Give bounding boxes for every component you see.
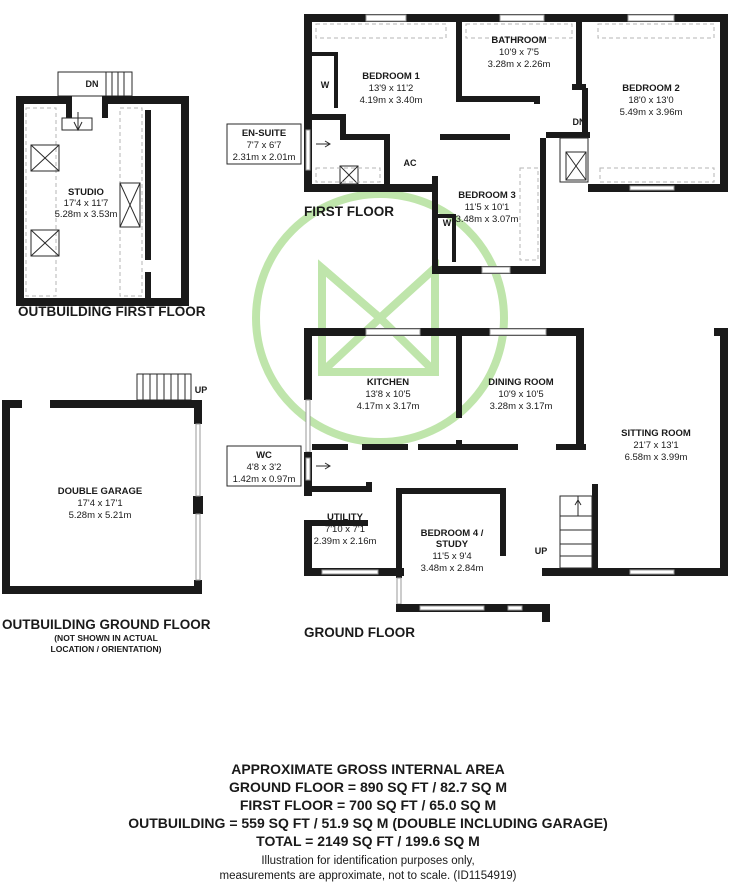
bedroom4-imperial: 11'5 x 9'4 [432, 551, 472, 562]
utility-name: UTILITY [327, 512, 363, 523]
outbuilding-ground-note-1: (NOT SHOWN IN ACTUAL [54, 633, 158, 643]
bedroom4-metric: 3.48m x 2.84m [420, 563, 484, 574]
outbuilding-ground-floor-caption: OUTBUILDING GROUND FLOOR [2, 617, 211, 632]
bedroom1-metric: 4.19m x 3.40m [359, 95, 423, 106]
garage-imperial: 17'4 x 17'1 [77, 498, 123, 509]
ensuite-imperial: 7'7 x 6'7 [246, 140, 282, 151]
bedroom2-name: BEDROOM 2 [622, 83, 680, 94]
disclaimer-line-2: measurements are approximate, not to scale. (ID1154919) [219, 870, 517, 882]
area-ground: GROUND FLOOR = 890 SQ FT / 82.7 SQ M [228, 779, 508, 795]
area-heading: APPROXIMATE GROSS INTERNAL AREA [231, 761, 505, 777]
garage-metric: 5.28m x 5.21m [68, 510, 132, 521]
dining-metric: 3.28m x 3.17m [489, 401, 553, 412]
airing-cupboard-label: AC [403, 158, 417, 168]
bathroom-metric: 3.28m x 2.26m [487, 59, 551, 70]
first-floor-caption: FIRST FLOOR [304, 204, 394, 219]
disclaimer-line-1: Illustration for identification purposes only, [261, 855, 475, 867]
outbuilding-ground-note-2: LOCATION / ORIENTATION) [50, 644, 162, 654]
first-floor-stairs-label: DN [572, 117, 586, 127]
area-outbuilding: OUTBUILDING = 559 SQ FT / 51.9 SQ M (DOUBLE INCLUDING GARAGE) [128, 815, 608, 831]
kitchen-metric: 4.17m x 3.17m [356, 401, 420, 412]
outbuilding-ground-floor-plan [2, 374, 203, 594]
bedroom1-imperial: 13'9 x 11'2 [368, 83, 414, 94]
area-first: FIRST FLOOR = 700 SQ FT / 65.0 SQ M [239, 797, 497, 813]
bedroom1-name: BEDROOM 1 [362, 71, 420, 82]
bedroom3-metric: 3.48m x 3.07m [455, 214, 519, 225]
wc-metric: 1.42m x 0.97m [232, 474, 296, 485]
bedroom4-name: STUDY [435, 539, 469, 550]
kitchen-name: KITCHEN [366, 377, 410, 388]
wc-name: WC [256, 450, 272, 461]
bedroom2-imperial: 18'0 x 13'0 [628, 95, 674, 106]
area-summary [0, 760, 736, 884]
dining-imperial: 10'9 x 10'5 [498, 389, 544, 400]
garage-stair-label: UP [194, 385, 208, 395]
bedroom3-wardrobe-label: W [442, 218, 452, 228]
utility-imperial: 7'10 x 7'1 [324, 524, 366, 535]
bedroom2-metric: 5.49m x 3.96m [619, 107, 683, 118]
ensuite-name: EN-SUITE [241, 128, 287, 139]
wc-imperial: 4'8 x 3'2 [246, 462, 282, 473]
bedroom3-imperial: 11'5 x 10'1 [464, 202, 510, 213]
dining-name: DINING ROOM [488, 377, 554, 388]
bathroom-name: BATHROOM [491, 35, 547, 46]
garage-name: DOUBLE GARAGE [57, 486, 143, 497]
studio-imperial: 17'4 x 11'7 [63, 198, 109, 209]
utility-metric: 2.39m x 2.16m [313, 536, 377, 547]
ground-floor-stairs-label: UP [534, 546, 548, 556]
sitting-imperial: 21'7 x 13'1 [633, 440, 679, 451]
ensuite-metric: 2.31m x 2.01m [232, 152, 296, 163]
bedroom3-name: BEDROOM 3 [458, 190, 516, 201]
outbuilding-first-floor-caption: OUTBUILDING FIRST FLOOR [18, 304, 206, 319]
bedroom1-wardrobe-label: W [320, 80, 330, 90]
studio-stair-label: DN [85, 79, 99, 89]
area-total: TOTAL = 2149 SQ FT / 199.6 SQ M [256, 833, 480, 849]
studio-name: STUDIO [68, 187, 104, 198]
sitting-name: SITTING ROOM [621, 428, 691, 439]
studio-metric: 5.28m x 3.53m [54, 209, 118, 220]
bathroom-imperial: 10'9 x 7'5 [498, 47, 540, 58]
kitchen-imperial: 13'8 x 10'5 [365, 389, 411, 400]
bedroom4-name-line1: BEDROOM 4 / [420, 528, 484, 539]
ground-floor-caption: GROUND FLOOR [304, 625, 415, 640]
sitting-metric: 6.58m x 3.99m [624, 452, 688, 463]
